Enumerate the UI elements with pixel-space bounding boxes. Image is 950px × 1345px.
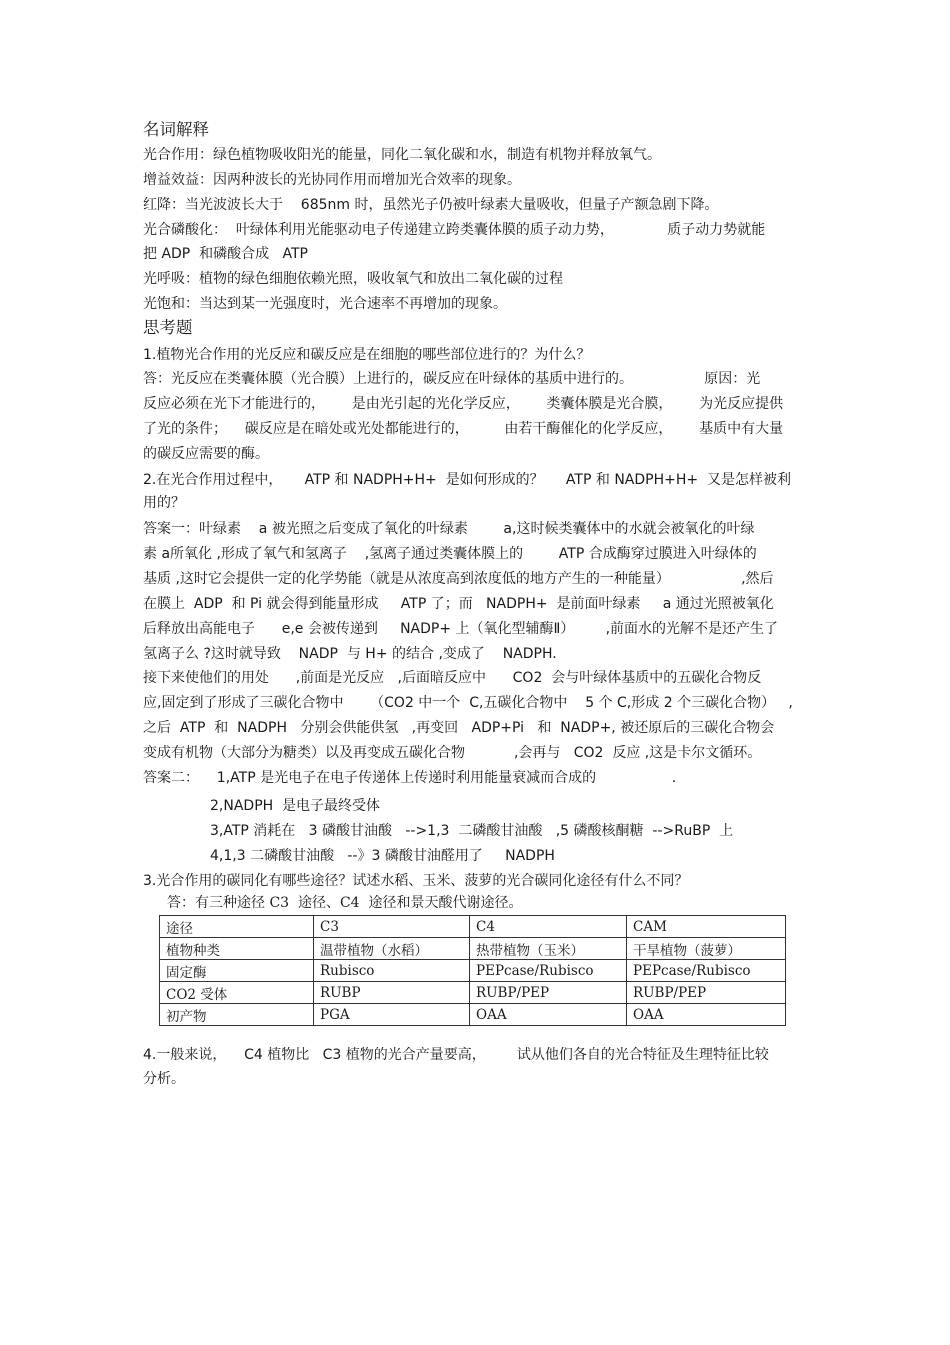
table-cell: 干旱植物（菠萝） — [627, 938, 786, 960]
table-cell: 固定酶 — [160, 960, 314, 982]
table-cell: RUBP/PEP — [627, 982, 786, 1004]
answer-line: 了光的条件； 碳反应是在暗处或光处都能进行的， 由若干酶催化的化学反应， 基质中有大量 — [143, 421, 784, 437]
term-definition: 增益效益：因两种波长的光协同作用而增加光合效率的现象。 — [143, 172, 521, 188]
answer-line: 之后 ATP 和 NADPH 分别会供能供氢 ,再变回 ADP+Pi 和 NADP+, 被还原后的三碳化合物会 — [143, 720, 775, 736]
table-cell: CAM — [627, 916, 786, 938]
question-line: 1.植物光合作用的光反应和碳反应是在细胞的哪些部位进行的？为什么？ — [143, 347, 591, 363]
table-row — [160, 1004, 786, 1026]
section-title-questions: 思考题 — [143, 318, 193, 337]
answer-sub-item: 4,1,3 二磷酸甘油酸 --》3 磷酸甘油醛用了 NADPH — [210, 848, 555, 864]
table-caption: 答：有三种途径 C3 途径、C4 途径和景天酸代谢途径。 — [167, 895, 523, 911]
table-cell: C3 — [314, 916, 470, 938]
term-definition: 把 ADP 和磷酸合成 ATP — [143, 246, 308, 262]
term-definition: 光合作用：绿色植物吸收阳光的能量，同化二氧化碳和水，制造有机物并释放氧气。 — [143, 147, 661, 163]
answer-line: 答案一：叶绿素 a 被光照之后变成了氧化的叶绿素 a,这时候类囊体中的水就会被氧化的叶绿 — [143, 521, 755, 537]
answer-sub-item: 2,NADPH 是电子最终受体 — [210, 798, 381, 814]
table-cell: CO2 受体 — [160, 982, 314, 1004]
term-definition: 光合磷酸化： 叶绿体利用光能驱动电子传递建立跨类囊体膜的质子动力势， 质子动力势就能 — [143, 222, 766, 238]
carbon-pathway-table — [159, 915, 786, 1026]
answer-line: 基质 ,这时它会提供一定的化学势能（就是从浓度高到浓度低的地方产生的一种能量） ,然后 — [143, 571, 774, 587]
table-cell: PGA — [314, 1004, 470, 1026]
question-line: 用的？ — [143, 495, 185, 511]
table-cell: 热带植物（玉米） — [470, 938, 627, 960]
table-cell: RUBP/PEP — [470, 982, 627, 1004]
table-cell: PEPcase/Rubisco — [470, 960, 627, 982]
table-row — [160, 916, 786, 938]
answer-line: 在膜上 ADP 和 Pi 就会得到能量形成 ATP 了；而 NADPH+ 是前面叶绿素 a 通过光照被氧化 — [143, 596, 774, 612]
answer-line: 接下来使他们的用处 ,前面是光反应 ,后面暗反应中 CO2 会与叶绿体基质中的五碳化合物反 — [143, 670, 762, 686]
table-row — [160, 982, 786, 1004]
answer-line: 答：光反应在类囊体膜（光合膜）上进行的，碳反应在叶绿体的基质中进行的。 原因：光 — [143, 371, 761, 387]
answer-line: 后释放出高能电子 e,e 会被传递到 NADP+ 上（氧化型辅酶Ⅱ） ,前面水的光解不是还产生了 — [143, 621, 779, 637]
term-definition: 光饱和：当达到某一光强度时，光合速率不再增加的现象。 — [143, 296, 507, 312]
section-title-terms: 名词解释 — [143, 120, 209, 139]
table-cell: 初产物 — [160, 1004, 314, 1026]
table-cell: OAA — [627, 1004, 786, 1026]
answer-line: 氢离子么 ?这时就导致 NADP 与 H+ 的结合 ,变成了 NADPH. — [143, 646, 557, 662]
answer-line: 素 a所氧化 ,形成了氧气和氢离子 ,氢离子通过类囊体膜上的 ATP 合成酶穿过膜进入叶绿体的 — [143, 546, 757, 562]
answer-sub-item: 3,ATP 消耗在 3 磷酸甘油酸 -->1,3 二磷酸甘油酸 ,5 磷酸核酮糖 -->RuBP 上 — [210, 823, 734, 839]
table-cell: PEPcase/Rubisco — [627, 960, 786, 982]
answer-line: 反应必须在光下才能进行的， 是由光引起的光化学反应， 类囊体膜是光合膜， 为光反应提供 — [143, 396, 784, 412]
table-cell: 途径 — [160, 916, 314, 938]
table-cell: C4 — [470, 916, 627, 938]
term-definition: 光呼吸：植物的绿色细胞依赖光照，吸收氧气和放出二氧化碳的过程 — [143, 271, 563, 287]
answer-line: 的碳反应需要的酶。 — [143, 446, 269, 462]
question-line: 2.在光合作用过程中， ATP 和 NADPH+H+ 是如何形成的？ ATP 和 NADPH+H+ 又是怎样被利 — [143, 472, 792, 488]
question-line: 4.一般来说， C4 植物比 C3 植物的光合产量要高， 试从他们各自的光合特征及生理特征比较 — [143, 1047, 769, 1063]
question-line: 3.光合作用的碳同化有哪些途径？试述水稻、玉米、菠萝的光合碳同化途径有什么不同？ — [143, 873, 689, 889]
answer-line: 答案二： 1,ATP 是光电子在电子传递体上传递时利用能量衰减而合成的 . — [143, 770, 677, 786]
answer-line: 应,固定到了形成了三碳化合物中 （CO2 中一个 C,五碳化合物中 5 个 C,形成 2 个三碳化合物） , — [143, 695, 793, 711]
answer-line: 变成有机物（大部分为糖类）以及再变成五碳化合物 ,会再与 CO2 反应 ,这是卡尔文循环。 — [143, 745, 762, 761]
table-row — [160, 938, 786, 960]
table-cell: Rubisco — [314, 960, 470, 982]
table-cell: 植物种类 — [160, 938, 314, 960]
table-cell: 温带植物（水稻） — [314, 938, 470, 960]
table-cell: OAA — [470, 1004, 627, 1026]
term-definition: 红降：当光波波长大于 685nm 时，虽然光子仍被叶绿素大量吸收，但量子产额急剧下降。 — [143, 197, 719, 213]
question-line: 分析。 — [143, 1071, 185, 1087]
table-row — [160, 960, 786, 982]
table-cell: RUBP — [314, 982, 470, 1004]
